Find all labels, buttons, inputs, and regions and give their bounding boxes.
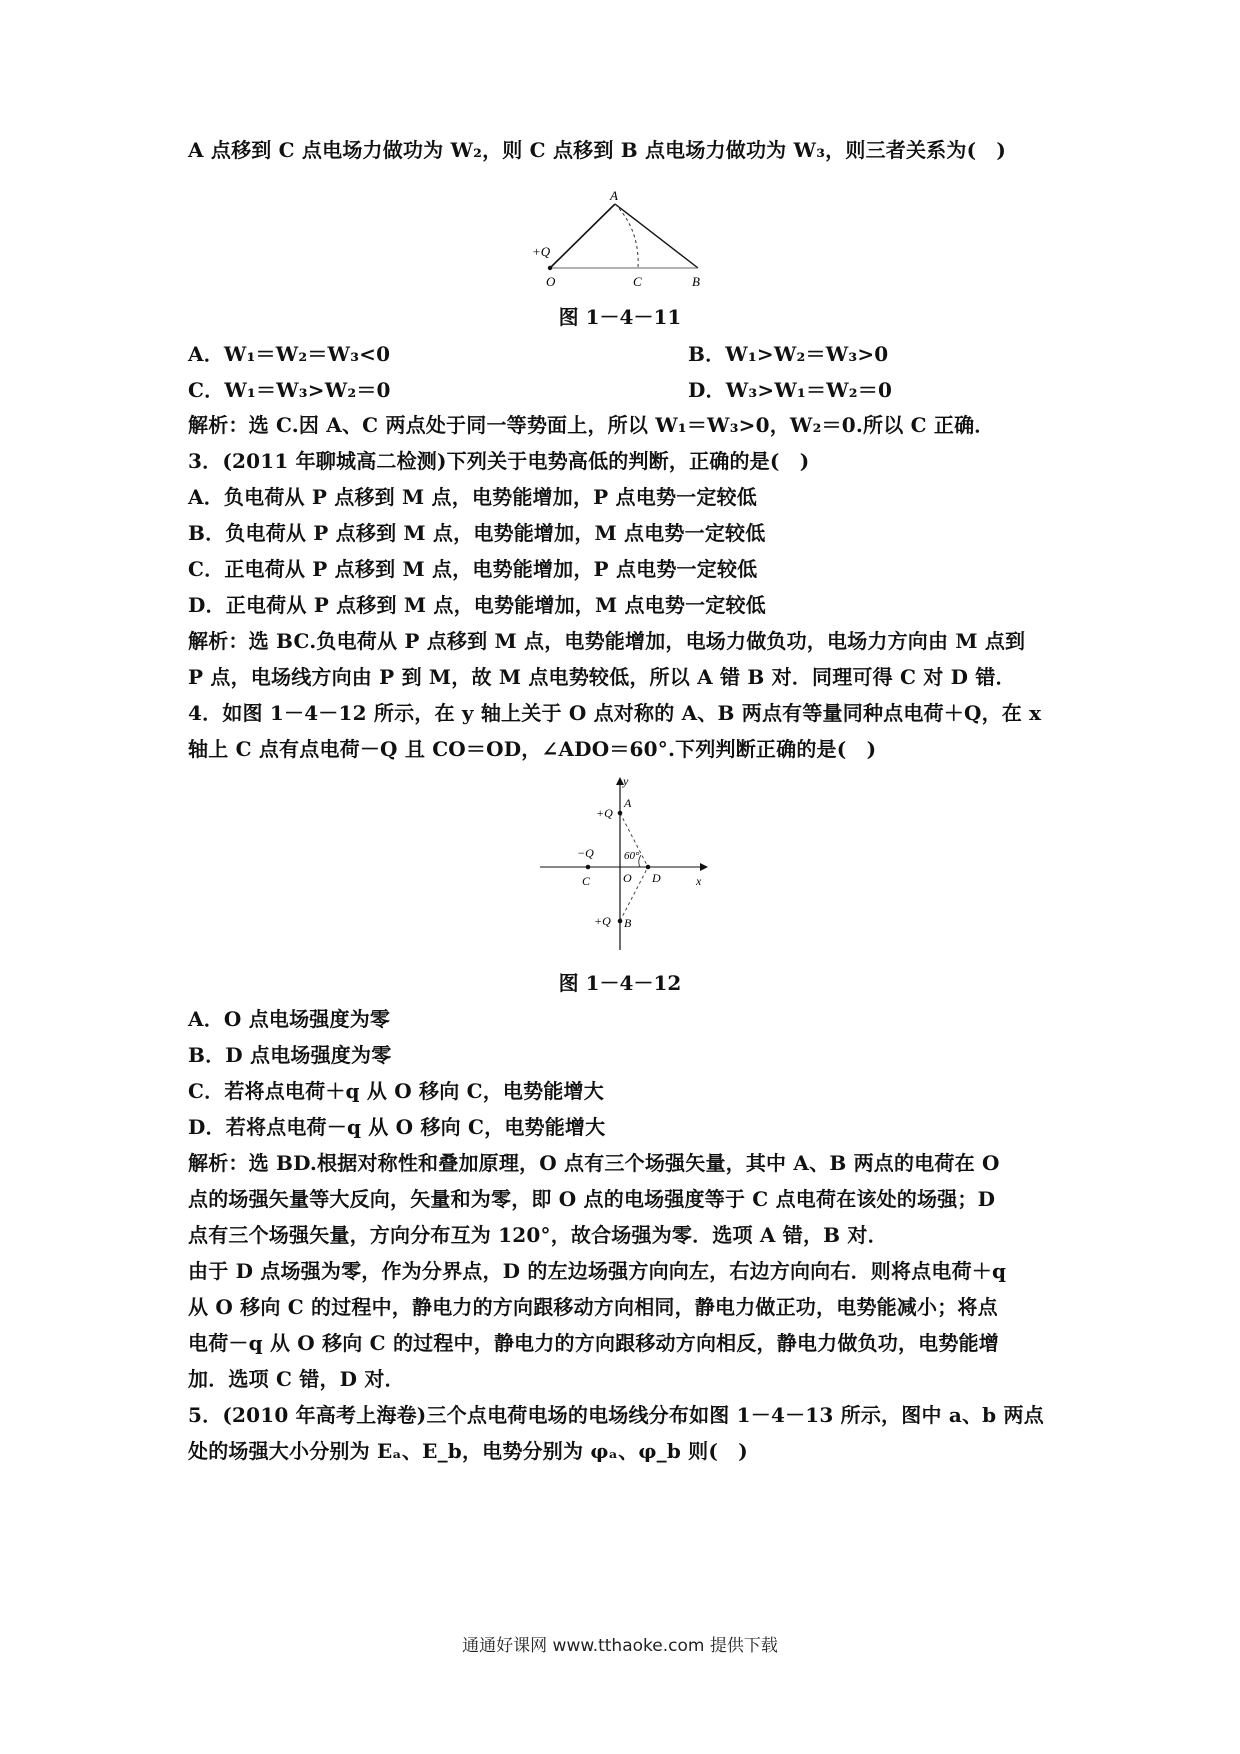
q4-answer-line-3: 点有三个场强矢量，方向分布互为 120°，故合场强为零．选项 A 错，B 对． [188, 1223, 888, 1247]
q2-answer: 解析：选 C.因 A、C 两点处于同一等势面上，所以 W₁＝W₃>0，W₂＝0.所以 C 正确． [188, 413, 995, 437]
x-axis-arrow [700, 863, 708, 871]
figure-1-4-12 [530, 775, 720, 955]
q5-stem-line-1: 5．(2010 年高考上海卷)三个点电荷电场的电场线分布如图 1－4－13 所示，图中 a、b 两点 [188, 1403, 1044, 1427]
label-x: x [696, 874, 702, 888]
point-d [646, 865, 651, 870]
line-oa [550, 204, 615, 268]
q2-option-row-2 [188, 376, 893, 404]
q3-stem: 3．(2011 年聊城高二检测)下列关于电势高低的判断，正确的是( ) [188, 449, 810, 473]
q4-stem-line-1: 4．如图 1－4－12 所示，在 y 轴上关于 O 点对称的 A、B 两点有等量同种点电荷＋Q，在 x [188, 701, 1042, 725]
q2-option-a: A．W₁＝W₂＝W₃<0 [188, 342, 391, 366]
label-c: C [633, 274, 642, 289]
q2-option-c: C．W₁＝W₃>W₂＝0 [188, 378, 391, 402]
q3-answer-line-2: P 点，电场线方向由 P 到 M，故 M 点电势较低，所以 A 错 B 对．同理可得 C 对 D 错． [188, 665, 1016, 689]
label-c: C [582, 874, 591, 888]
q4-answer-line-5: 从 O 移向 C 的过程中，静电力的方向跟移动方向相同，静电力做正功，电势能减小；将点 [188, 1295, 998, 1319]
label-plus-q: +Q [532, 244, 551, 259]
q2-option-row-1 [188, 340, 889, 368]
q3-option-c: C．正电荷从 P 点移到 M 点，电势能增加，P 点电势一定较低 [188, 557, 758, 581]
point-a [618, 811, 623, 816]
q4-stem-line-2: 轴上 C 点有点电荷－Q 且 CO＝OD，∠ADO＝60°.下列判断正确的是( ) [188, 737, 877, 761]
q2-stem-line: A 点移到 C 点电场力做功为 W₂，则 C 点移到 B 点电场力做功为 W₃，则三者关系为( ) [188, 138, 1007, 162]
q4-answer-line-7: 加．选项 C 错，D 对． [188, 1367, 405, 1391]
q5-stem-line-2: 处的场强大小分别为 Eₐ、E_b，电势分别为 φₐ、φ_b 则( ) [188, 1439, 748, 1463]
figure-1-4-11 [520, 190, 720, 290]
q4-option-c: C．若将点电荷＋q 从 O 移向 C，电势能增大 [188, 1079, 604, 1103]
label-d: D [652, 871, 661, 885]
label-minus-q: −Q [577, 846, 594, 860]
label-y: y [623, 775, 629, 788]
q2-option-d: D．W₃>W₁＝W₂＝0 [688, 378, 893, 402]
q2-option-b: B．W₁>W₂＝W₃>0 [688, 342, 889, 366]
label-plus-q-a: +Q [596, 806, 613, 820]
label-b: B [692, 274, 700, 289]
label-a: A [624, 796, 632, 810]
line-ab [615, 204, 698, 268]
q4-answer-line-6: 电荷－q 从 O 移向 C 的过程中，静电力的方向跟移动方向相反，静电力做负功，电势能增 [188, 1331, 999, 1355]
label-b: B [624, 916, 632, 930]
point-b [618, 919, 623, 924]
label-angle: 60° [624, 850, 640, 862]
q4-answer-line-1: 解析：选 BD.根据对称性和叠加原理，O 点有三个场强矢量，其中 A、B 两点的电荷在 O [188, 1151, 1000, 1175]
page-footer: 通通好课网 www.tthaoke.com 提供下载 [462, 1636, 778, 1656]
label-a: A [610, 190, 618, 203]
label-o: O [623, 871, 632, 885]
q3-answer-line-1: 解析：选 BC.负电荷从 P 点移到 M 点，电势能增加，电场力做负功，电场力方向由 M 点到 [188, 629, 1026, 653]
label-plus-q-b: +Q [594, 914, 611, 928]
q3-option-d: D．正电荷从 P 点移到 M 点，电势能增加，M 点电势一定较低 [188, 593, 766, 617]
point-o [548, 266, 552, 270]
q4-answer-line-4: 由于 D 点场强为零，作为分界点，D 的左边场强方向向左，右边方向向右．则将点电荷＋q [188, 1259, 1007, 1283]
figure-caption-1: 图 1－4－11 [558, 305, 682, 329]
q4-answer-line-2: 点的场强矢量等大反向，矢量和为零，即 O 点的电场强度等于 C 点电荷在该处的场强；D [188, 1187, 996, 1211]
q4-option-a: A．O 点电场强度为零 [188, 1007, 391, 1031]
point-c [586, 865, 591, 870]
q4-option-b: B．D 点电场强度为零 [188, 1043, 392, 1067]
label-o: O [546, 274, 556, 289]
figure-caption-2: 图 1－4－12 [558, 971, 682, 995]
q3-option-b: B．负电荷从 P 点移到 M 点，电势能增加，M 点电势一定较低 [188, 521, 766, 545]
q3-option-a: A．负电荷从 P 点移到 M 点，电势能增加，P 点电势一定较低 [188, 485, 757, 509]
q4-option-d: D．若将点电荷－q 从 O 移向 C，电势能增大 [188, 1115, 606, 1139]
